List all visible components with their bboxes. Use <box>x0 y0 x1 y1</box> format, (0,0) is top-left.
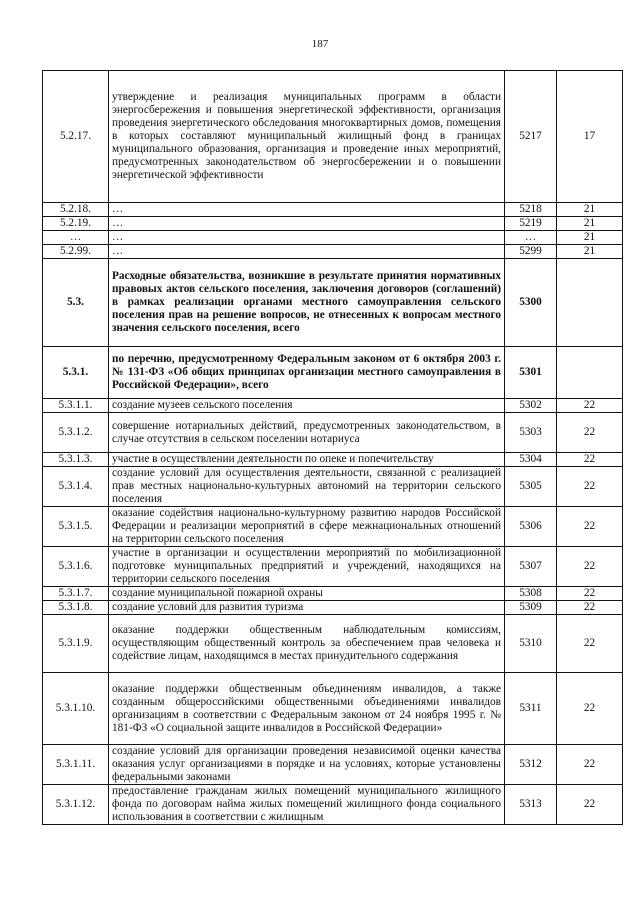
row-code: 5.3.1.8. <box>43 601 109 615</box>
row-column-ref: 21 <box>557 245 623 259</box>
row-column-ref <box>557 347 623 399</box>
row-description: участие в организации и осуществлении мероприятий по мобилизационной подготовке муниципальных предприятий и учреждений, находящихся на территории сельского поселения <box>109 547 505 587</box>
row-column-ref: 21 <box>557 203 623 217</box>
page-number: 187 <box>311 38 329 50</box>
table-row <box>43 547 623 587</box>
row-column-ref: 22 <box>557 615 623 673</box>
table-row <box>43 347 623 399</box>
row-code: 5.3.1.2. <box>43 413 109 453</box>
row-line-code: 5299 <box>505 245 557 259</box>
row-line-code: 5309 <box>505 601 557 615</box>
table-row <box>43 217 623 231</box>
row-column-ref: 22 <box>557 453 623 467</box>
row-description: утверждение и реализация муниципальных программ в области энергосбережения и повышения энергетической эффективности, организация проведения энергетического обследования многоквартирных домов, помещения в которых составляют муниципальный жилищный фонд в границах муниципального образования, организация и проведение иных мероприятий, предусмотренных законодательством об энергосбережении и о повышении энергетической эффективности <box>109 71 505 203</box>
row-line-code: 5306 <box>505 507 557 547</box>
row-column-ref <box>557 259 623 347</box>
row-code: 5.3.1.7. <box>43 587 109 601</box>
row-code: 5.2.18. <box>43 203 109 217</box>
row-description: оказание содействия национально-культурному развитию народов Российской Федерации и реализации мероприятий в сфере межнациональных отношений на территории сельского поселения <box>109 507 505 547</box>
row-code: 5.3.1. <box>43 347 109 399</box>
table-row <box>43 673 623 745</box>
table-row <box>43 399 623 413</box>
table-row <box>43 259 623 347</box>
row-column-ref: 22 <box>557 399 623 413</box>
table-row <box>43 71 623 203</box>
row-description: предоставление гражданам жилых помещений муниципального жилищного фонда по договорам найма жилых помещений жилищного фонда социального использования в соответствии с жилищным <box>109 785 505 825</box>
row-column-ref: 22 <box>557 507 623 547</box>
table-row <box>43 467 623 507</box>
row-description: по перечню, предусмотренному Федеральным законом от 6 октября 2003 г. № 131-ФЗ «Об общих принципах организации местного самоуправления в Российской Федерации», всего <box>109 347 505 399</box>
row-code: 5.3.1.6. <box>43 547 109 587</box>
row-code: 5.3.1.9. <box>43 615 109 673</box>
row-line-code: 5307 <box>505 547 557 587</box>
row-description: создание муниципальной пожарной охраны <box>109 587 505 601</box>
row-description: … <box>109 217 505 231</box>
row-description: Расходные обязательства, возникшие в результате принятия нормативных правовых актов сельского поселения, заключения договоров (соглашений) в рамках реализации органами местного самоуправления сельского поселения прав на решение вопросов, не отнесенных к вопросам местного значения сельского поселения, всего <box>109 259 505 347</box>
row-description: … <box>109 203 505 217</box>
row-line-code: 5301 <box>505 347 557 399</box>
budget-table <box>42 70 623 825</box>
row-column-ref: 22 <box>557 467 623 507</box>
row-description: … <box>109 245 505 259</box>
row-code: 5.2.99. <box>43 245 109 259</box>
row-column-ref: 22 <box>557 413 623 453</box>
row-line-code: 5218 <box>505 203 557 217</box>
row-description: создание музеев сельского поселения <box>109 399 505 413</box>
row-description: оказание поддержки общественным объединениям инвалидов, а также созданным общероссийскими общественными объединениями инвалидов организациям в соответствии с Федеральным законом от 24 ноября 1995 г. № 181-ФЗ «О социальной защите инвалидов в Российской Федерации» <box>109 673 505 745</box>
table-row <box>43 413 623 453</box>
row-column-ref: 22 <box>557 587 623 601</box>
row-code: 5.3.1.5. <box>43 507 109 547</box>
table-row <box>43 785 623 825</box>
table-row <box>43 245 623 259</box>
row-line-code: 5308 <box>505 587 557 601</box>
row-description: совершение нотариальных действий, предусмотренных законодательством, в случае отсутствия в сельском поселении нотариуса <box>109 413 505 453</box>
row-line-code: 5300 <box>505 259 557 347</box>
row-description: создание условий для развития туризма <box>109 601 505 615</box>
row-line-code: 5304 <box>505 453 557 467</box>
row-line-code: 5305 <box>505 467 557 507</box>
table-row <box>43 601 623 615</box>
table-row <box>43 203 623 217</box>
row-line-code: 5302 <box>505 399 557 413</box>
row-column-ref: 22 <box>557 601 623 615</box>
row-column-ref: 21 <box>557 231 623 245</box>
row-column-ref: 22 <box>557 547 623 587</box>
table-row <box>43 587 623 601</box>
row-code: 5.3.1.11. <box>43 745 109 785</box>
row-code: 5.3. <box>43 259 109 347</box>
budget-table-body <box>43 71 623 825</box>
table-row <box>43 507 623 547</box>
table-row <box>43 453 623 467</box>
row-code: 5.3.1.1. <box>43 399 109 413</box>
row-code: 5.3.1.12. <box>43 785 109 825</box>
row-line-code: 5311 <box>505 673 557 745</box>
row-column-ref: 21 <box>557 217 623 231</box>
row-line-code: 5217 <box>505 71 557 203</box>
row-code: 5.3.1.10. <box>43 673 109 745</box>
row-code: 5.2.17. <box>43 71 109 203</box>
row-description: участие в осуществлении деятельности по опеке и попечительству <box>109 453 505 467</box>
table-row <box>43 745 623 785</box>
row-line-code: … <box>505 231 557 245</box>
row-column-ref: 22 <box>557 745 623 785</box>
row-code: 5.3.1.4. <box>43 467 109 507</box>
row-line-code: 5310 <box>505 615 557 673</box>
table-row <box>43 615 623 673</box>
row-column-ref: 17 <box>557 71 623 203</box>
row-code: … <box>43 231 109 245</box>
row-column-ref: 22 <box>557 673 623 745</box>
row-description: оказание поддержки общественным наблюдательным комиссиям, осуществляющим общественный контроль за обеспечением прав человека и содействие лицам, находящимся в местах принудительного содержания <box>109 615 505 673</box>
row-description: … <box>109 231 505 245</box>
row-line-code: 5312 <box>505 745 557 785</box>
row-code: 5.3.1.3. <box>43 453 109 467</box>
row-column-ref: 22 <box>557 785 623 825</box>
table-row <box>43 231 623 245</box>
row-code: 5.2.19. <box>43 217 109 231</box>
row-description: создание условий для организации проведения независимой оценки качества оказания услуг организациями в порядке и на условиях, которые установлены федеральными законами <box>109 745 505 785</box>
row-description: создание условий для осуществления деятельности, связанной с реализацией прав местных национально-культурных автономий на территории сельского поселения <box>109 467 505 507</box>
row-line-code: 5219 <box>505 217 557 231</box>
row-line-code: 5313 <box>505 785 557 825</box>
row-line-code: 5303 <box>505 413 557 453</box>
